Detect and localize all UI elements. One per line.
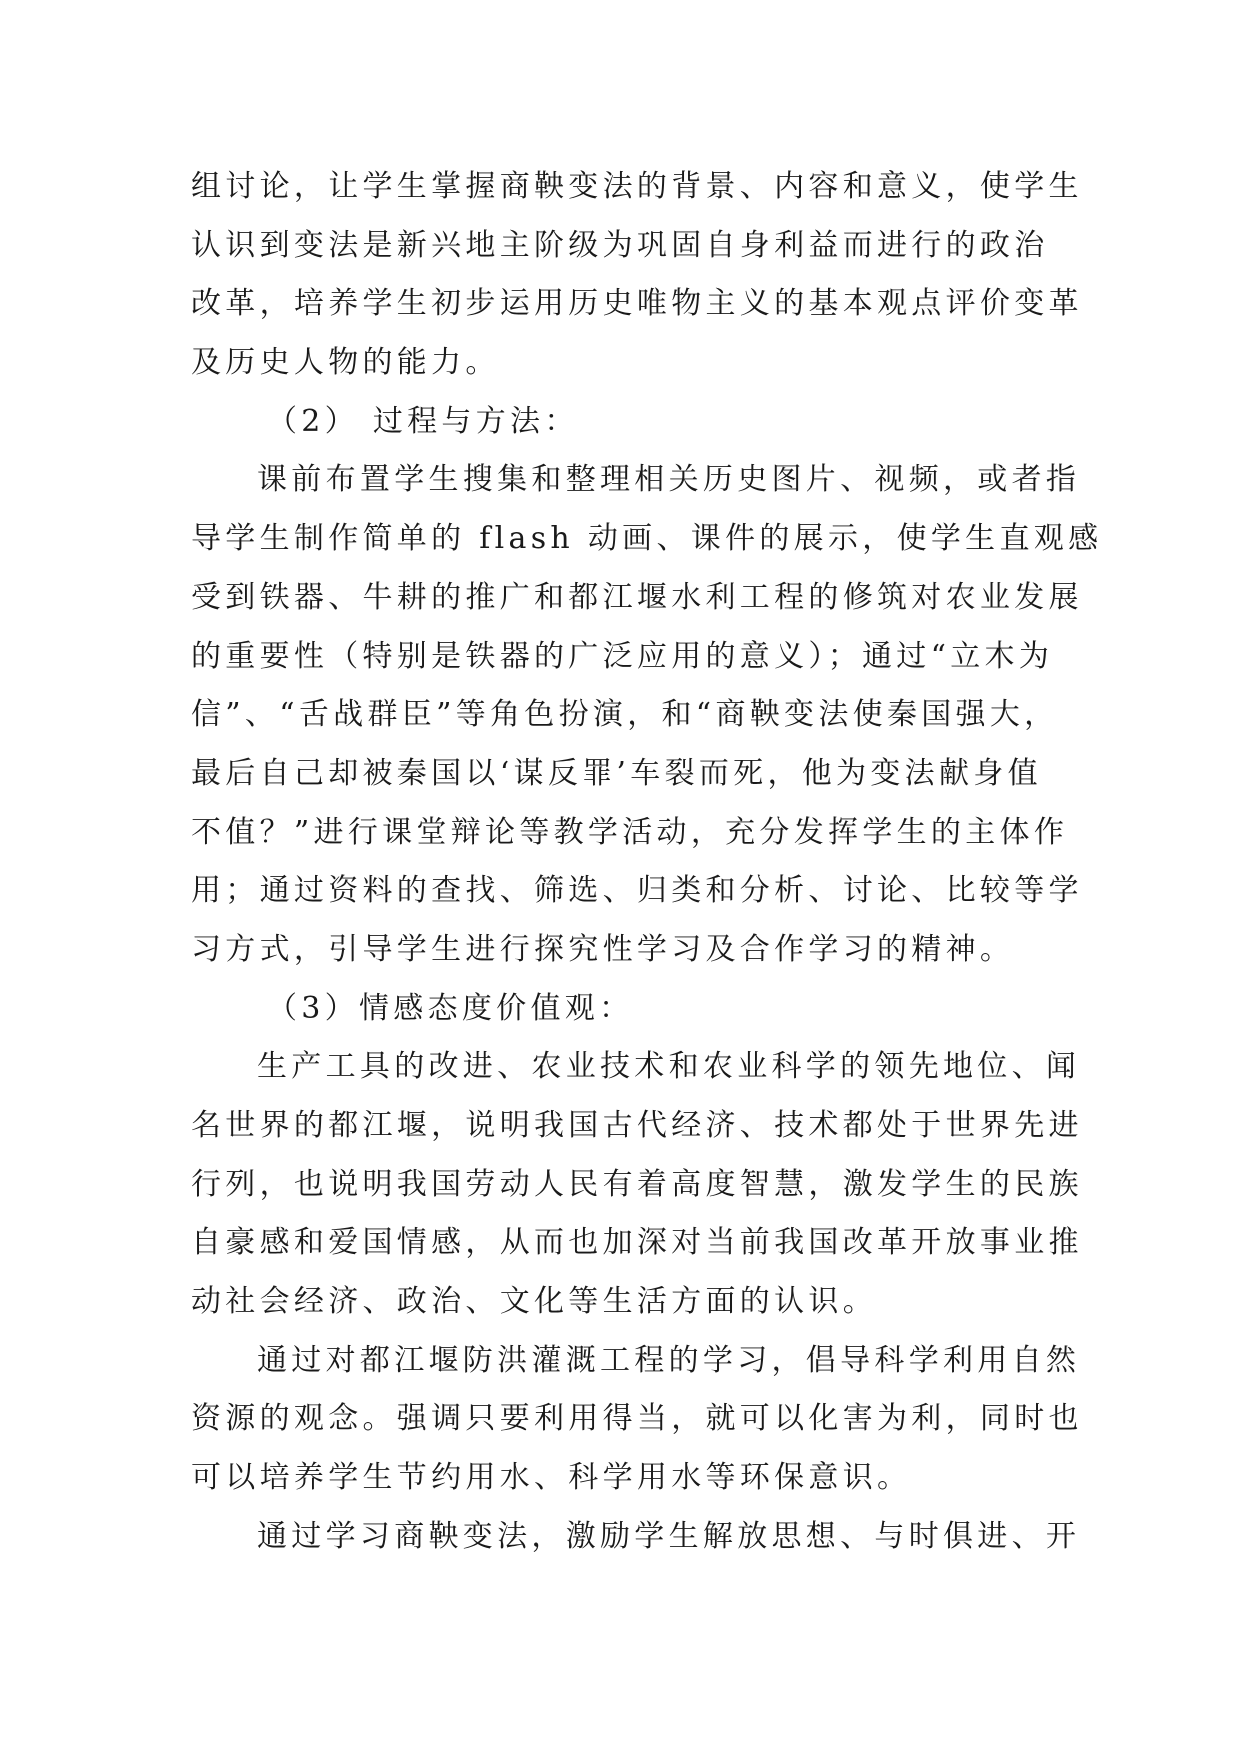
text-line: 行列，也说明我国劳动人民有着高度智慧，激发学生的民族 — [191, 1166, 1083, 1202]
text-line: 自豪感和爱国情感，从而也加深对当前我国改革开放事业推 — [191, 1225, 1083, 1261]
text-line: 用；通过资料的查找、筛选、归类和分析、讨论、比较等学 — [191, 873, 1083, 909]
text-line: 组讨论，让学生掌握商鞅变法的背景、内容和意义，使学生 — [191, 169, 1083, 204]
text-line: 导学生制作简单的 flash 动画、课件的展示，使学生直观感 — [191, 521, 1103, 557]
text-line: 习方式，引导学生进行探究性学习及合作学习的精神。 — [191, 931, 1015, 967]
text-line: 通过学习商鞅变法，激励学生解放思想、与时俱进、开 — [257, 1518, 1081, 1554]
section-heading-process-method: （2） 过程与方法： — [267, 403, 579, 439]
text-line: 认识到变法是新兴地主阶级为巩固自身利益而进行的政治 — [191, 227, 1049, 263]
text-line: 生产工具的改进、农业技术和农业科学的领先地位、闻 — [257, 1049, 1081, 1085]
text-line: 资源的观念。强调只要利用得当，就可以化害为利，同时也 — [191, 1401, 1083, 1437]
text-line: 可以培养学生节约用水、科学用水等环保意识。 — [191, 1460, 912, 1496]
text-line: 课前布置学生搜集和整理相关历史图片、视频，或者指 — [257, 462, 1081, 498]
text-line: 通过对都江堰防洪灌溉工程的学习，倡导科学利用自然 — [257, 1342, 1081, 1378]
section-heading-emotion-values: （3）情感态度价值观： — [267, 990, 634, 1026]
text-line: 的重要性（特别是铁器的广泛应用的意义）；通过“立木为 — [191, 638, 1054, 674]
text-line: 名世界的都江堰，说明我国古代经济、技术都处于世界先进 — [191, 1108, 1083, 1143]
text-line: 改革，培养学生初步运用历史唯物主义的基本观点评价变革 — [191, 286, 1083, 322]
text-line: 受到铁器、牛耕的推广和都江堰水利工程的修筑对农业发展 — [191, 579, 1083, 615]
text-line: 不值？”进行课堂辩论等教学活动，充分发挥学生的主体作 — [191, 814, 1069, 850]
text-line: 信”、“舌战群臣”等角色扮演，和“商鞅变法使秦国强大， — [191, 697, 1059, 733]
text-line: 动社会经济、政治、文化等生活方面的认识。 — [191, 1284, 877, 1320]
document-body — [191, 158, 1103, 1567]
text-line: 最后自己却被秦国以‘谋反罪’车裂而死，他为变法献身值 — [191, 755, 1042, 791]
text-line: 及历史人物的能力。 — [191, 345, 500, 381]
